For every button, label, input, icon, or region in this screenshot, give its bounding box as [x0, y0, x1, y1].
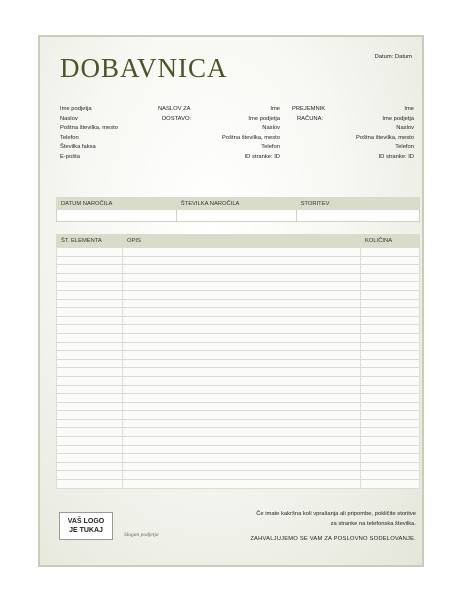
item-number-cell[interactable] [57, 333, 123, 342]
description-cell[interactable] [123, 333, 361, 342]
ship-to-label-line1: NASLOV ZA [158, 106, 191, 112]
footer-note [250, 510, 416, 544]
quantity-cell[interactable] [361, 351, 420, 360]
table-row [57, 273, 420, 282]
item-number-cell[interactable] [57, 480, 123, 489]
sender-postal: Poštna številka, mesto [60, 125, 118, 132]
description-cell[interactable] [123, 454, 361, 463]
quantity-cell[interactable] [361, 480, 420, 489]
table-row [57, 265, 420, 274]
item-number-cell[interactable] [57, 308, 123, 317]
bill-to-label-line1: PREJEMNIK [292, 106, 326, 112]
quantity-cell[interactable] [361, 290, 420, 299]
quantity-cell[interactable] [361, 316, 420, 325]
table-row [57, 290, 420, 299]
service-cell[interactable] [296, 210, 419, 222]
description-cell[interactable] [123, 299, 361, 308]
table-row [57, 256, 420, 265]
quantity-cell[interactable] [361, 419, 420, 428]
order-date-cell[interactable] [57, 210, 177, 222]
quantity-cell[interactable] [361, 471, 420, 480]
quantity-cell[interactable] [361, 385, 420, 394]
ship-to-postal: Poštna številka, mesto [222, 134, 280, 141]
item-number-cell[interactable] [57, 248, 123, 257]
description-cell[interactable] [123, 462, 361, 471]
description-cell[interactable] [123, 471, 361, 480]
table-row [57, 248, 420, 257]
bill-to-label-line2: RAČUNA: [297, 115, 324, 122]
description-cell[interactable] [123, 376, 361, 385]
item-number-cell[interactable] [57, 290, 123, 299]
description-cell[interactable] [123, 419, 361, 428]
quantity-cell[interactable] [361, 445, 420, 454]
order-info-table [56, 197, 420, 222]
item-number-cell[interactable] [57, 437, 123, 446]
description-cell[interactable] [123, 480, 361, 489]
bill-to-label [292, 105, 325, 124]
quantity-cell[interactable] [361, 265, 420, 274]
table-row [57, 316, 420, 325]
sender-email: E-pošta [60, 153, 80, 160]
item-number-cell[interactable] [57, 325, 123, 334]
table-row [57, 437, 420, 446]
quantity-cell[interactable] [361, 273, 420, 282]
date-field: Datum: Datum [374, 54, 412, 60]
quantity-cell[interactable] [361, 299, 420, 308]
table-row [57, 402, 420, 411]
quantity-cell[interactable] [361, 462, 420, 471]
order-number-cell[interactable] [176, 210, 296, 222]
service-header: STORITEV [296, 198, 419, 210]
table-row [57, 359, 420, 368]
quantity-cell[interactable] [361, 411, 420, 420]
description-cell[interactable] [123, 351, 361, 360]
table-row [57, 462, 420, 471]
table-row [57, 385, 420, 394]
quantity-cell[interactable] [361, 333, 420, 342]
bill-to-phone: Telefon [395, 144, 414, 151]
quantity-cell[interactable] [361, 248, 420, 257]
description-cell[interactable] [123, 282, 361, 291]
item-number-cell[interactable] [57, 462, 123, 471]
ship-to-phone: Telefon [261, 144, 280, 151]
item-number-cell[interactable] [57, 299, 123, 308]
quantity-cell[interactable] [361, 402, 420, 411]
item-number-cell[interactable] [57, 368, 123, 377]
item-number-cell[interactable] [57, 282, 123, 291]
order-date-header: DATUM NAROČILA [57, 198, 177, 210]
description-cell[interactable] [123, 248, 361, 257]
bill-to-info [356, 105, 414, 163]
item-number-cell[interactable] [57, 428, 123, 437]
table-row [57, 480, 420, 489]
sender-info [60, 105, 118, 163]
item-number-cell[interactable] [57, 394, 123, 403]
item-number-cell[interactable] [57, 359, 123, 368]
item-number-cell[interactable] [57, 256, 123, 265]
description-cell[interactable] [123, 445, 361, 454]
ship-to-name: Ime [270, 106, 280, 112]
sender-phone: Telefon [60, 134, 79, 141]
item-number-cell[interactable] [57, 402, 123, 411]
item-number-cell[interactable] [57, 445, 123, 454]
table-row [57, 325, 420, 334]
ship-to-customer-id: ID stranke: ID [244, 153, 280, 160]
description-header: OPIS [123, 235, 361, 248]
ship-to-info [222, 105, 280, 163]
quantity-cell[interactable] [361, 376, 420, 385]
description-cell[interactable] [123, 342, 361, 351]
item-number-cell[interactable] [57, 316, 123, 325]
ship-to-address: Naslov [262, 125, 280, 132]
footer-line1: Če imate kakršna koli vprašanja ali pripombe, pokličite storitve [256, 511, 416, 517]
logo-line1: VAŠ LOGO [67, 518, 105, 525]
items-table [56, 234, 420, 489]
quantity-cell[interactable] [361, 359, 420, 368]
table-row [57, 299, 420, 308]
quantity-cell[interactable] [361, 325, 420, 334]
description-cell[interactable] [123, 265, 361, 274]
ship-to-company: Ime podjetja [248, 115, 280, 122]
item-number-cell[interactable] [57, 419, 123, 428]
table-row [57, 454, 420, 463]
item-number-cell[interactable] [57, 342, 123, 351]
company-slogan: Slogan podjetja [124, 532, 159, 538]
item-number-cell[interactable] [57, 351, 123, 360]
logo-line2: JE TUKAJ [69, 527, 103, 534]
quantity-cell[interactable] [361, 368, 420, 377]
table-row [57, 282, 420, 291]
table-row [57, 445, 420, 454]
sender-address: Naslov [60, 115, 78, 122]
delivery-note-sheet [38, 35, 424, 567]
table-row [57, 376, 420, 385]
description-cell[interactable] [123, 308, 361, 317]
quantity-header: KOLIČINA [361, 235, 420, 248]
quantity-cell[interactable] [361, 437, 420, 446]
description-cell[interactable] [123, 437, 361, 446]
thank-you-note: ZAHVALJUJEMO SE VAM ZA POSLOVNO SODELOVANJE. [250, 535, 416, 542]
table-row [57, 394, 420, 403]
quantity-cell[interactable] [361, 454, 420, 463]
table-row [57, 308, 420, 317]
item-number-cell[interactable] [57, 454, 123, 463]
description-cell[interactable] [123, 290, 361, 299]
order-number-header: ŠTEVILKA NAROČILA [176, 198, 296, 210]
table-row [57, 471, 420, 480]
ship-to-label [158, 105, 191, 124]
item-number-header: ŠT. ELEMENTA [57, 235, 123, 248]
item-number-cell[interactable] [57, 411, 123, 420]
bill-to-postal: Poštna številka, mesto [356, 134, 414, 141]
footer-line2: za stranke na telefonska številka. [330, 520, 416, 527]
description-cell[interactable] [123, 368, 361, 377]
item-number-cell[interactable] [57, 265, 123, 274]
quantity-cell[interactable] [361, 256, 420, 265]
item-number-cell[interactable] [57, 273, 123, 282]
description-cell[interactable] [123, 316, 361, 325]
item-number-cell[interactable] [57, 385, 123, 394]
item-number-cell[interactable] [57, 376, 123, 385]
quantity-cell[interactable] [361, 282, 420, 291]
sender-company: Ime podjetja [60, 106, 92, 112]
table-row [57, 368, 420, 377]
table-row [57, 411, 420, 420]
description-cell[interactable] [123, 394, 361, 403]
description-cell[interactable] [123, 402, 361, 411]
document-title: DOBAVNICA [60, 53, 228, 83]
table-row [57, 428, 420, 437]
description-cell[interactable] [123, 325, 361, 334]
table-row [57, 351, 420, 360]
description-cell[interactable] [123, 273, 361, 282]
quantity-cell[interactable] [361, 428, 420, 437]
description-cell[interactable] [123, 411, 361, 420]
table-row [57, 342, 420, 351]
ship-to-label-line2: DOSTAVO: [162, 115, 192, 122]
bill-to-customer-id: ID stranke: ID [378, 153, 414, 160]
description-cell[interactable] [123, 359, 361, 368]
company-logo-placeholder [59, 512, 113, 540]
description-cell[interactable] [123, 428, 361, 437]
bill-to-name: Ime [404, 106, 414, 112]
description-cell[interactable] [123, 385, 361, 394]
bill-to-company: Ime podjetja [382, 115, 414, 122]
quantity-cell[interactable] [361, 342, 420, 351]
sender-fax: Številka faksa [60, 144, 96, 151]
quantity-cell[interactable] [361, 394, 420, 403]
table-row [57, 419, 420, 428]
bill-to-address: Naslov [396, 125, 414, 132]
table-row [57, 333, 420, 342]
quantity-cell[interactable] [361, 308, 420, 317]
description-cell[interactable] [123, 256, 361, 265]
item-number-cell[interactable] [57, 471, 123, 480]
